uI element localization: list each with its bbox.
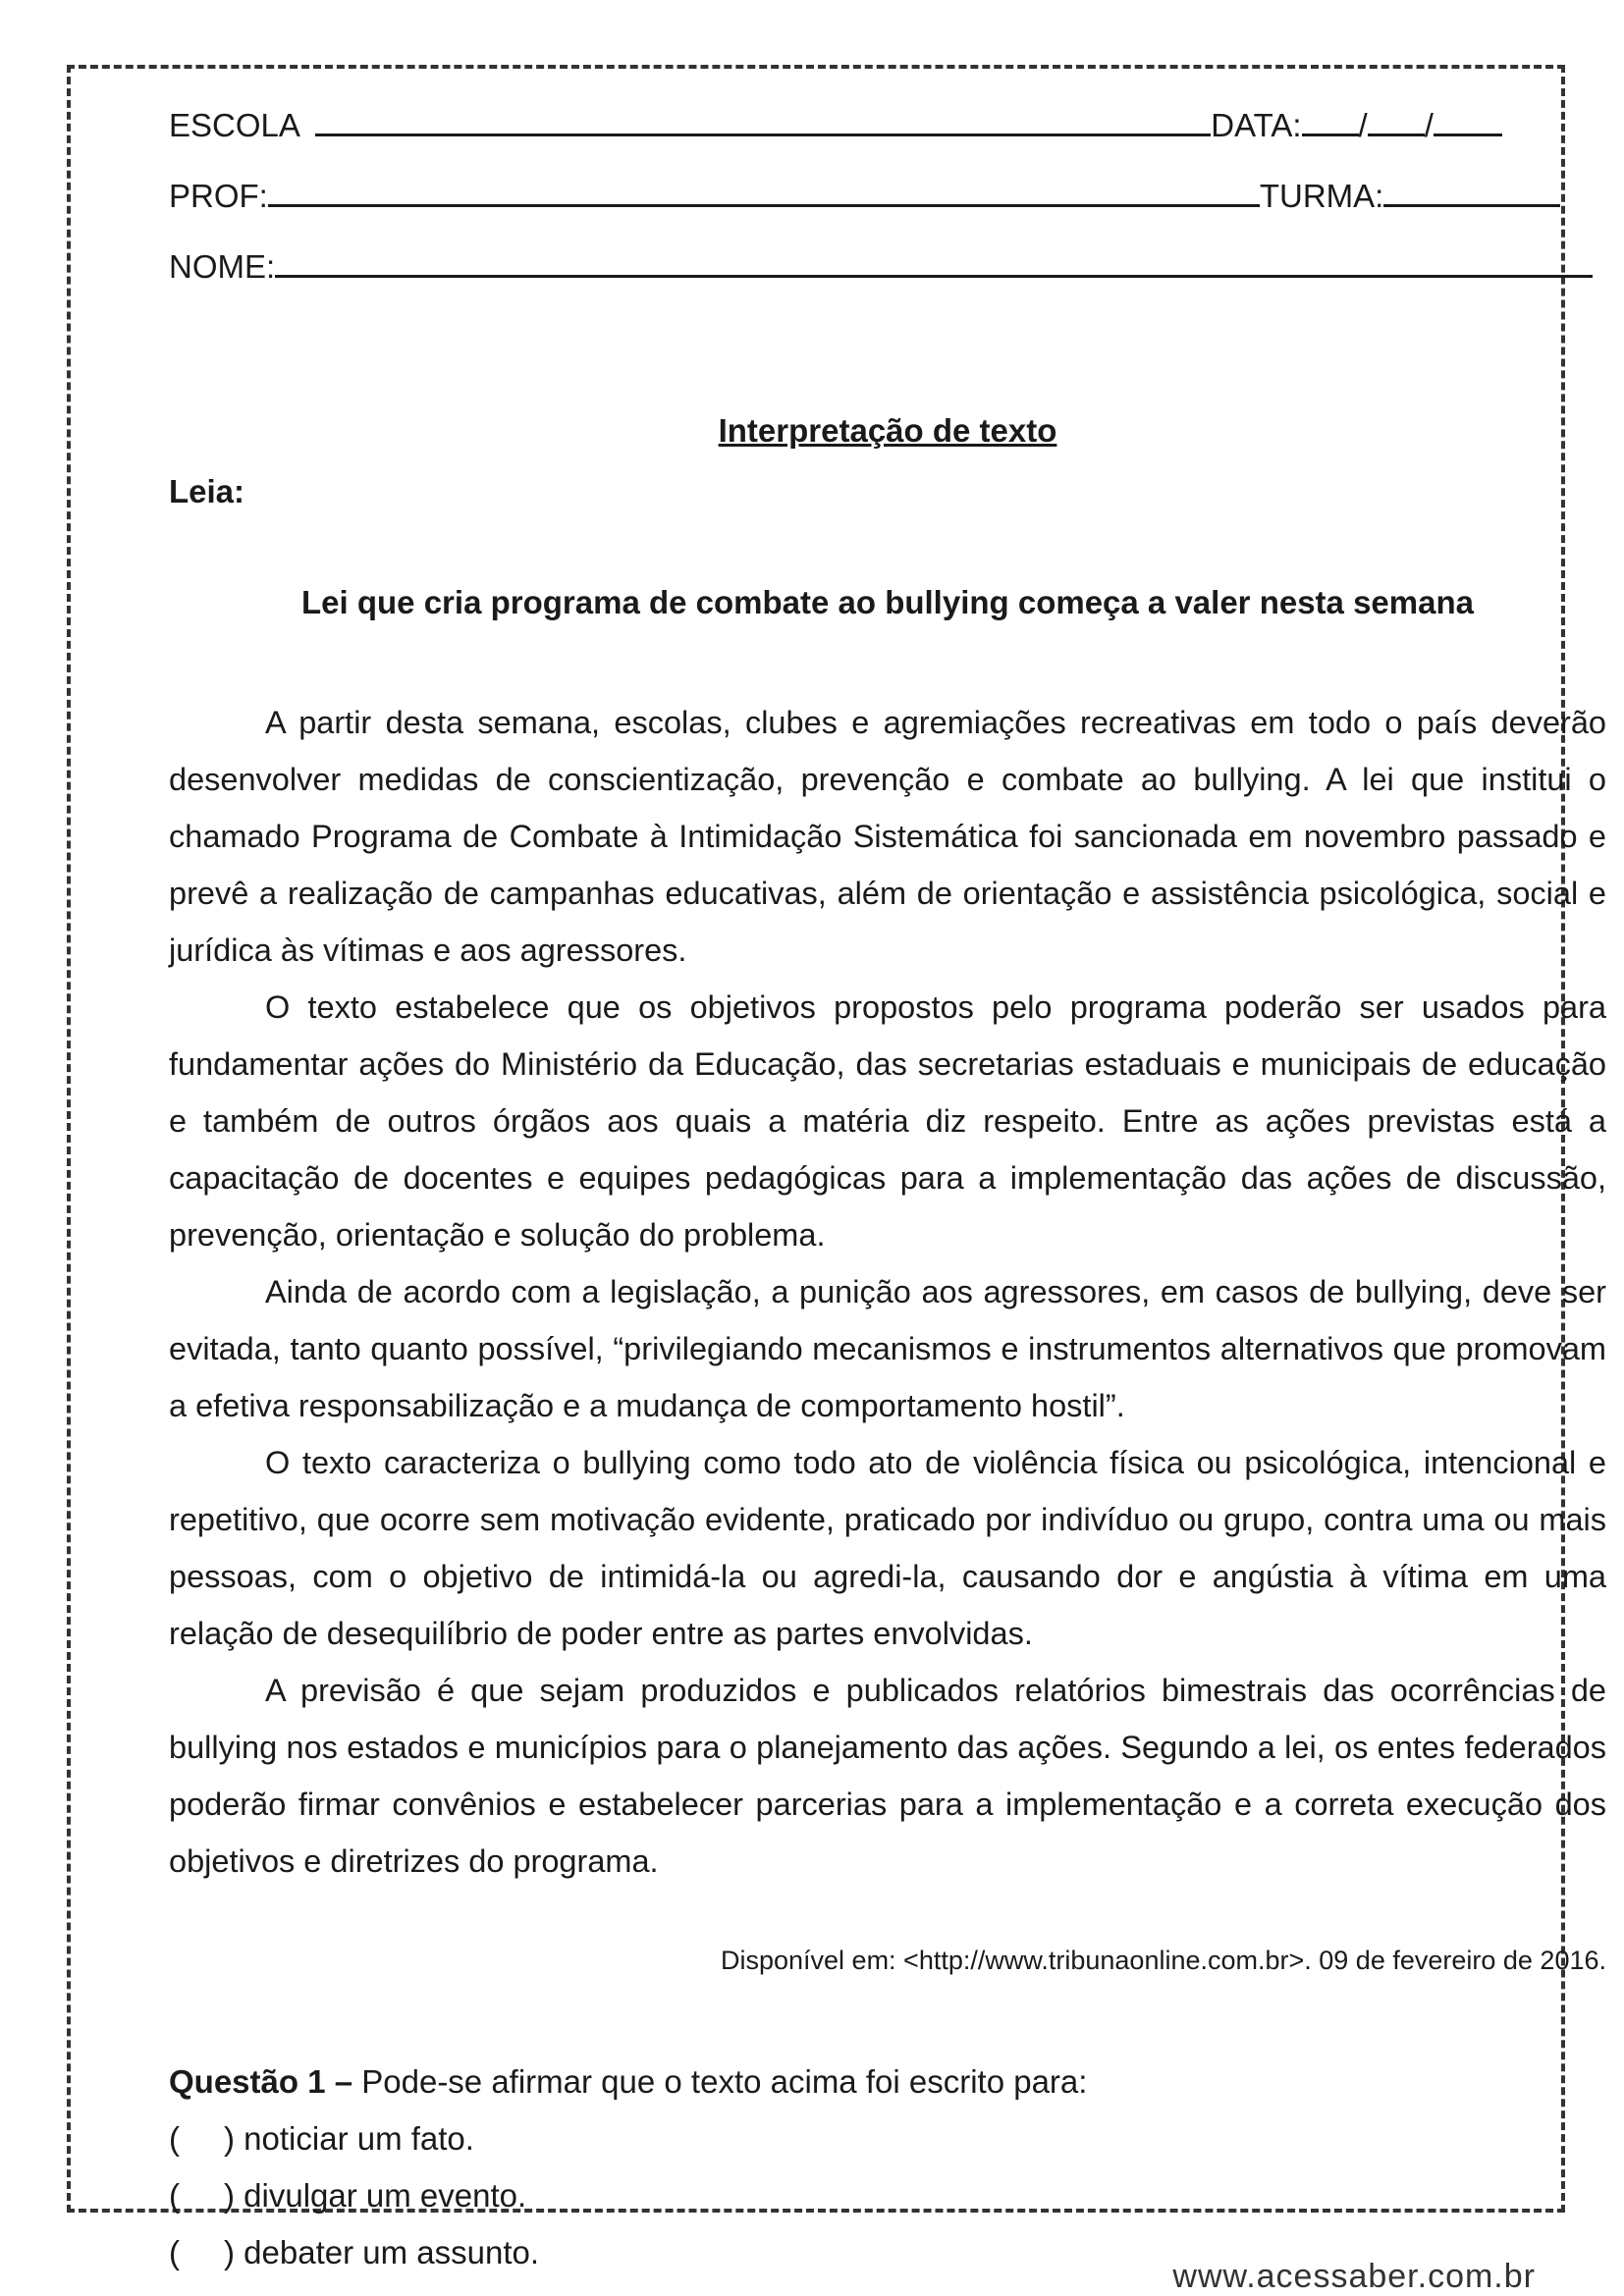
news-title: Lei que cria programa de combate ao bullying começa a valer nesta semana xyxy=(301,584,1474,620)
leia-label: Leia: xyxy=(169,473,245,509)
paragraph: O texto caracteriza o bullying como todo ato de violência física ou psicológica, intencional e repetitivo, que ocorre sem motivação evidente, praticado por indivíduo ou grupo, contra uma ou mais pessoas, com o objetivo de intimidá-la ou agredi-la, causando dor e angústia à vítima em uma relação de desequilíbrio de poder entre as partes envolvidas. xyxy=(169,1445,1606,1651)
date-separator-1: / xyxy=(1358,107,1368,143)
question-1 xyxy=(169,2054,1606,2281)
paragraph: O texto estabelece que os objetivos propostos pelo programa poderão ser usados para fundamentar ações do Ministério da Educação, das secretarias estaduais e municipais de educação e também de outros órgãos aos quais a matéria diz respeito. Entre as ações previstas está a capacitação de docentes e equipes pedagógicas para a implementação das ações de discussão, prevenção, orientação e solução do problema. xyxy=(169,989,1606,1253)
option-text: noticiar um fato. xyxy=(244,2120,474,2157)
option-text: debater um assunto. xyxy=(244,2234,540,2270)
checkbox-close-paren: ) xyxy=(224,2177,235,2214)
option-divulgar[interactable] xyxy=(169,2167,1606,2224)
paragraph: A previsão é que sejam produzidos e publicados relatórios bimestrais das ocorrências de bullying nos estados e municípios para o planejamento das ações. Segundo a lei, os entes federados poderão firmar convênios e estabelecer parcerias para a implementação e a correta execução dos objetivos e diretrizes do programa. xyxy=(169,1673,1606,1879)
question-1-text: Pode-se afirmar que o texto acima foi escrito para: xyxy=(361,2063,1088,2100)
paragraph: Ainda de acordo com a legislação, a punição aos agressores, em casos de bullying, deve ser evitada, tanto quanto possível, “privilegiando mecanismos e instrumentos alternativos que promovam a efetiva responsabilização e a mudança de comportamento hostil”. xyxy=(169,1274,1606,1423)
data-label: DATA: xyxy=(1211,107,1302,143)
date-separator-2: / xyxy=(1424,107,1434,143)
escola-label: ESCOLA xyxy=(169,107,299,143)
nome-label: NOME: xyxy=(169,248,276,285)
nome-blank[interactable] xyxy=(275,245,1593,278)
checkbox-open-paren: ( xyxy=(169,2120,180,2157)
prof-label: PROF: xyxy=(169,178,268,214)
source-citation: Disponível em: <http://www.tribunaonline.com.br>. 09 de fevereiro de 2016. xyxy=(720,1946,1606,1975)
date-year-blank[interactable] xyxy=(1434,104,1502,136)
checkbox-open-paren: ( xyxy=(169,2234,180,2270)
header-prof-row xyxy=(169,175,1606,216)
date-month-blank[interactable] xyxy=(1368,104,1425,136)
date-day-blank[interactable] xyxy=(1302,104,1359,136)
checkbox-open-paren: ( xyxy=(169,2177,180,2214)
checkbox-close-paren: ) xyxy=(224,2234,235,2270)
footer-url: www.acessaber.com.br xyxy=(1172,2258,1536,2295)
worksheet-border xyxy=(67,65,1606,2270)
header-nome-row xyxy=(169,245,1606,287)
question-1-label: Questão 1 – xyxy=(169,2063,353,2100)
option-noticiar[interactable] xyxy=(169,2110,1606,2167)
paragraph: A partir desta semana, escolas, clubes e agremiações recreativas em todo o país deverão desenvolver medidas de conscientização, prevenção e combate ao bullying. A lei que institui o chamado Programa de Combate à Intimidação Sistemática foi sancionada em novembro passado e prevê a realização de campanhas educativas, além de orientação e assistência psicológica, social e jurídica às vítimas e aos agressores. xyxy=(169,705,1606,968)
section-title: Interpretação de texto xyxy=(718,412,1057,449)
option-text: divulgar um evento. xyxy=(244,2177,527,2214)
escola-blank[interactable] xyxy=(315,104,1211,136)
question-1-prompt xyxy=(169,2054,1606,2110)
prof-blank[interactable] xyxy=(268,175,1260,207)
article-body xyxy=(169,694,1606,1890)
checkbox-close-paren: ) xyxy=(224,2120,235,2157)
turma-label: TURMA: xyxy=(1259,178,1384,214)
header-escola-row xyxy=(169,104,1606,145)
turma-blank[interactable] xyxy=(1383,175,1560,207)
